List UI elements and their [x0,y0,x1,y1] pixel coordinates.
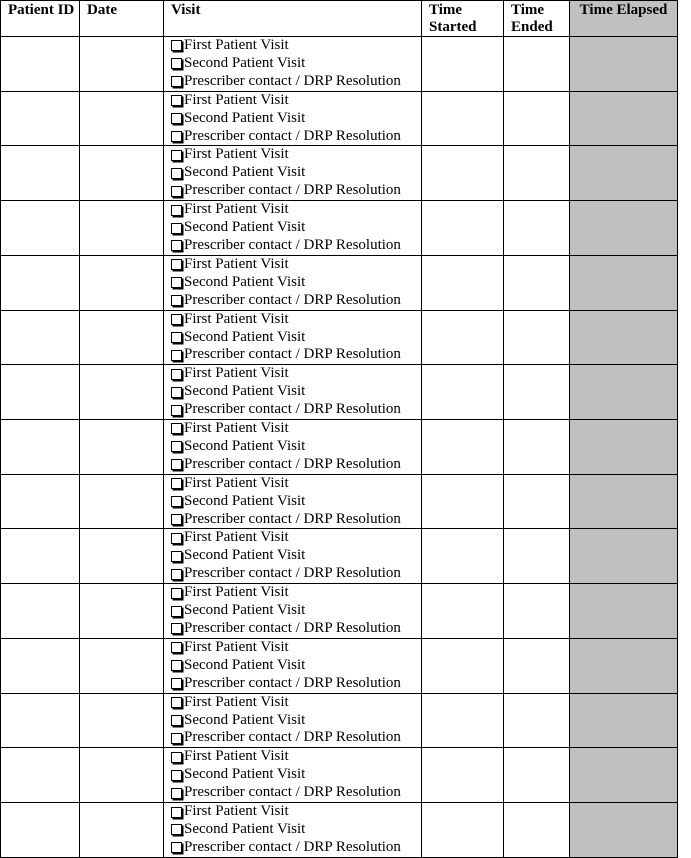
patient-id-cell[interactable] [1,255,80,310]
time-elapsed-cell[interactable] [570,37,678,92]
checkbox-icon[interactable] [171,332,182,343]
patient-id-cell[interactable] [1,474,80,529]
visit-option-label: Prescriber contact / DRP Resolution [184,784,401,801]
visit-option[interactable] [171,803,421,821]
visit-cell [164,201,422,256]
visit-cell [164,91,422,146]
date-cell[interactable] [80,201,164,256]
checkbox-icon[interactable] [171,131,182,142]
visit-cell [164,584,422,639]
patient-id-cell[interactable] [1,803,80,858]
time-ended-cell[interactable] [504,474,570,529]
date-cell[interactable] [80,803,164,858]
time-ended-cell[interactable] [504,310,570,365]
time-started-cell[interactable] [422,474,504,529]
checkbox-icon[interactable] [171,350,182,361]
checkbox-icon[interactable] [171,168,182,179]
visit-option[interactable] [171,657,421,675]
time-elapsed-cell[interactable] [570,146,678,201]
header-time-elapsed: Time Elapsed [570,1,678,37]
checkbox-icon[interactable] [171,314,182,325]
visit-option[interactable] [171,92,421,110]
header-date: Date [80,1,164,37]
visit-option[interactable] [171,839,421,857]
checkbox-icon[interactable] [171,770,182,781]
checkbox-icon[interactable] [171,150,182,161]
time-started-cell[interactable] [422,584,504,639]
table-row [1,748,678,803]
visit-option-label: First Patient Visit [184,584,289,601]
checkbox-icon[interactable] [171,186,182,197]
patient-id-cell[interactable] [1,91,80,146]
header-time-started: Time Started [422,1,504,37]
checkbox-icon[interactable] [171,733,182,744]
header-patient-id: Patient ID [1,1,80,37]
time-started-cell[interactable] [422,365,504,420]
patient-id-cell[interactable] [1,584,80,639]
header-row [1,1,678,37]
visit-option-label: Second Patient Visit [184,602,306,619]
visit-option-label: Second Patient Visit [184,820,306,837]
checkbox-icon[interactable] [171,405,182,416]
checkbox-icon[interactable] [171,697,182,708]
visit-option[interactable] [171,493,421,511]
patient-id-cell[interactable] [1,146,80,201]
time-ended-cell[interactable] [504,529,570,584]
checkbox-icon[interactable] [171,715,182,726]
patient-id-cell[interactable] [1,693,80,748]
visit-option[interactable] [171,694,421,712]
time-started-cell[interactable] [422,146,504,201]
visit-cell [164,638,422,693]
visit-option[interactable] [171,602,421,620]
checkbox-icon[interactable] [171,76,182,87]
visit-cell [164,803,422,858]
visit-option-label: First Patient Visit [184,420,289,437]
checkbox-icon[interactable] [171,588,182,599]
checkbox-icon[interactable] [171,569,182,580]
visit-option-label: First Patient Visit [184,693,289,710]
checkbox-icon[interactable] [171,606,182,617]
visit-option[interactable] [171,182,421,200]
time-ended-cell[interactable] [504,693,570,748]
time-ended-cell[interactable] [504,37,570,92]
visit-option-label: Prescriber contact / DRP Resolution [184,620,401,636]
visit-option[interactable] [171,37,421,55]
visit-option-label: Prescriber contact / DRP Resolution [184,72,401,89]
table-row [1,365,678,420]
time-elapsed-cell[interactable] [570,474,678,529]
checkbox-icon[interactable] [171,678,182,689]
checkbox-icon[interactable] [171,514,182,525]
visit-option-label: Prescriber contact / DRP Resolution [184,291,401,308]
time-started-cell[interactable] [422,638,504,693]
visit-option[interactable] [171,565,421,583]
checkbox-icon[interactable] [171,223,182,234]
date-cell[interactable] [80,310,164,365]
table-row [1,638,678,693]
visit-option[interactable] [171,675,421,693]
visit-option-label: Prescriber contact / DRP Resolution [184,674,401,691]
visit-cell [164,693,422,748]
checkbox-icon[interactable] [171,205,182,216]
date-cell[interactable] [80,255,164,310]
visit-option-label: First Patient Visit [184,37,289,53]
visit-option[interactable] [171,346,421,364]
time-started-cell[interactable] [422,693,504,748]
table-row [1,201,678,256]
visit-option[interactable] [171,383,421,401]
date-cell[interactable] [80,91,164,146]
visit-option-label: Second Patient Visit [184,547,306,564]
visit-option-label: Prescriber contact / DRP Resolution [184,236,401,253]
time-elapsed-cell[interactable] [570,748,678,803]
visit-option-label: Prescriber contact / DRP Resolution [184,401,401,418]
visit-option[interactable] [171,511,421,529]
table-row [1,693,678,748]
checkbox-icon[interactable] [171,441,182,452]
time-elapsed-cell[interactable] [570,91,678,146]
visit-option-label: Second Patient Visit [184,656,306,673]
patient-id-cell[interactable] [1,201,80,256]
checkbox-icon[interactable] [171,295,182,306]
visit-option-label: Prescriber contact / DRP Resolution [184,346,401,363]
visit-option[interactable] [171,748,421,766]
checkbox-icon[interactable] [171,533,182,544]
time-elapsed-cell[interactable] [570,365,678,420]
time-elapsed-cell[interactable] [570,201,678,256]
visit-option-label: Prescriber contact / DRP Resolution [184,127,401,144]
visit-option-label: First Patient Visit [184,255,289,272]
table-row [1,474,678,529]
patient-id-cell[interactable] [1,365,80,420]
visit-option-label: Second Patient Visit [184,437,306,454]
visit-option-label: Prescriber contact / DRP Resolution [184,565,401,582]
checkbox-icon[interactable] [171,478,182,489]
visit-cell [164,37,422,92]
time-elapsed-cell[interactable] [570,420,678,475]
visit-option[interactable] [171,110,421,128]
table-row [1,803,678,858]
visit-option-label: Prescriber contact / DRP Resolution [184,182,401,199]
time-started-cell[interactable] [422,748,504,803]
visit-option-label: First Patient Visit [184,146,289,163]
visit-option[interactable] [171,620,421,638]
visit-option[interactable] [171,311,421,329]
visit-option[interactable] [171,712,421,730]
time-ended-cell[interactable] [504,255,570,310]
checkbox-icon[interactable] [171,496,182,507]
visit-cell [164,255,422,310]
visit-option[interactable] [171,766,421,784]
checkbox-icon[interactable] [171,459,182,470]
visit-option-label: Second Patient Visit [184,219,306,236]
time-started-cell[interactable] [422,803,504,858]
checkbox-icon[interactable] [171,752,182,763]
visit-cell [164,529,422,584]
time-ended-cell[interactable] [504,584,570,639]
visit-option-label: Prescriber contact / DRP Resolution [184,510,401,527]
visit-option[interactable] [171,73,421,91]
table-row [1,584,678,639]
checkbox-icon[interactable] [171,369,182,380]
visit-option-label: First Patient Visit [184,365,289,382]
visit-option[interactable] [171,55,421,73]
visit-option-label: Second Patient Visit [184,492,306,509]
time-ended-cell[interactable] [504,420,570,475]
checkbox-icon[interactable] [171,842,182,853]
visit-cell [164,310,422,365]
visit-option[interactable] [171,547,421,565]
table-body [1,37,678,858]
time-ended-cell[interactable] [504,365,570,420]
time-started-cell[interactable] [422,420,504,475]
date-cell[interactable] [80,529,164,584]
visit-cell [164,748,422,803]
visit-option-label: First Patient Visit [184,529,289,546]
time-ended-cell[interactable] [504,803,570,858]
visit-option[interactable] [171,365,421,383]
visit-option[interactable] [171,438,421,456]
visit-option[interactable] [171,639,421,657]
table-row [1,310,678,365]
date-cell[interactable] [80,146,164,201]
visit-option[interactable] [171,292,421,310]
time-ended-cell[interactable] [504,91,570,146]
date-cell[interactable] [80,638,164,693]
date-cell[interactable] [80,584,164,639]
checkbox-icon[interactable] [171,259,182,270]
visit-option[interactable] [171,128,421,146]
checkbox-icon[interactable] [171,623,182,634]
patient-id-cell[interactable] [1,748,80,803]
checkbox-icon[interactable] [171,40,182,51]
date-cell[interactable] [80,474,164,529]
time-elapsed-cell[interactable] [570,803,678,858]
visit-option-label: First Patient Visit [184,803,289,820]
visit-option[interactable] [171,256,421,274]
visit-option[interactable] [171,274,421,292]
visit-option-label: First Patient Visit [184,638,289,655]
checkbox-icon[interactable] [171,58,182,69]
visit-option-label: Prescriber contact / DRP Resolution [184,838,401,855]
visit-option[interactable] [171,401,421,419]
time-ended-cell[interactable] [504,146,570,201]
table-row [1,146,678,201]
patient-id-cell[interactable] [1,310,80,365]
time-ended-cell[interactable] [504,638,570,693]
patient-id-cell[interactable] [1,37,80,92]
visit-option-label: First Patient Visit [184,201,289,218]
header-visit: Visit [164,1,422,37]
time-started-cell[interactable] [422,201,504,256]
visit-option-label: Second Patient Visit [184,273,306,290]
visit-option-label: Second Patient Visit [184,328,306,345]
visit-option[interactable] [171,420,421,438]
table-row [1,37,678,92]
time-started-cell[interactable] [422,529,504,584]
visit-option[interactable] [171,784,421,802]
checkbox-icon[interactable] [171,788,182,799]
visit-option[interactable] [171,821,421,839]
visit-option[interactable] [171,237,421,255]
visit-option[interactable] [171,529,421,547]
visit-option[interactable] [171,456,421,474]
table-header [1,1,678,37]
visit-option[interactable] [171,329,421,347]
visit-option-label: First Patient Visit [184,474,289,491]
visit-option[interactable] [171,584,421,602]
visit-option-label: First Patient Visit [184,310,289,327]
visit-option-label: Second Patient Visit [184,383,306,400]
checkbox-icon[interactable] [171,113,182,124]
checkbox-icon[interactable] [171,423,182,434]
date-cell[interactable] [80,748,164,803]
time-started-cell[interactable] [422,310,504,365]
checkbox-icon[interactable] [171,642,182,653]
visit-option-label: Prescriber contact / DRP Resolution [184,455,401,472]
visit-option-label: First Patient Visit [184,91,289,108]
table-row [1,255,678,310]
time-elapsed-cell[interactable] [570,310,678,365]
patient-id-cell[interactable] [1,529,80,584]
visit-option[interactable] [171,164,421,182]
visit-cell [164,365,422,420]
visit-option-label: Prescriber contact / DRP Resolution [184,729,401,746]
visit-cell [164,146,422,201]
time-elapsed-cell[interactable] [570,638,678,693]
time-elapsed-cell[interactable] [570,584,678,639]
date-cell[interactable] [80,365,164,420]
time-started-cell[interactable] [422,255,504,310]
visit-option-label: Second Patient Visit [184,711,306,728]
visit-option-label: Second Patient Visit [184,54,306,71]
visit-option-label: First Patient Visit [184,748,289,765]
visit-option-label: Second Patient Visit [184,164,306,181]
header-time-ended: Time Ended [504,1,570,37]
time-started-cell[interactable] [422,91,504,146]
table-row [1,529,678,584]
visit-option[interactable] [171,475,421,493]
visit-option-label: Second Patient Visit [184,766,306,783]
visit-option[interactable] [171,219,421,237]
time-elapsed-cell[interactable] [570,693,678,748]
table-row [1,420,678,475]
checkbox-icon[interactable] [171,660,182,671]
checkbox-icon[interactable] [171,551,182,562]
table-row [1,91,678,146]
date-cell[interactable] [80,37,164,92]
time-elapsed-cell[interactable] [570,255,678,310]
checkbox-icon[interactable] [171,387,182,398]
patient-id-cell[interactable] [1,638,80,693]
visit-option[interactable] [171,729,421,747]
checkbox-icon[interactable] [171,824,182,835]
time-ended-cell[interactable] [504,201,570,256]
date-cell[interactable] [80,693,164,748]
visit-option[interactable] [171,146,421,164]
checkbox-icon[interactable] [171,95,182,106]
checkbox-icon[interactable] [171,240,182,251]
time-started-cell[interactable] [422,37,504,92]
visit-option-label: Second Patient Visit [184,109,306,126]
patient-id-cell[interactable] [1,420,80,475]
visit-option[interactable] [171,201,421,219]
date-cell[interactable] [80,420,164,475]
time-ended-cell[interactable] [504,748,570,803]
checkbox-icon[interactable] [171,807,182,818]
visit-cell [164,420,422,475]
time-elapsed-cell[interactable] [570,529,678,584]
visit-cell [164,474,422,529]
checkbox-icon[interactable] [171,277,182,288]
